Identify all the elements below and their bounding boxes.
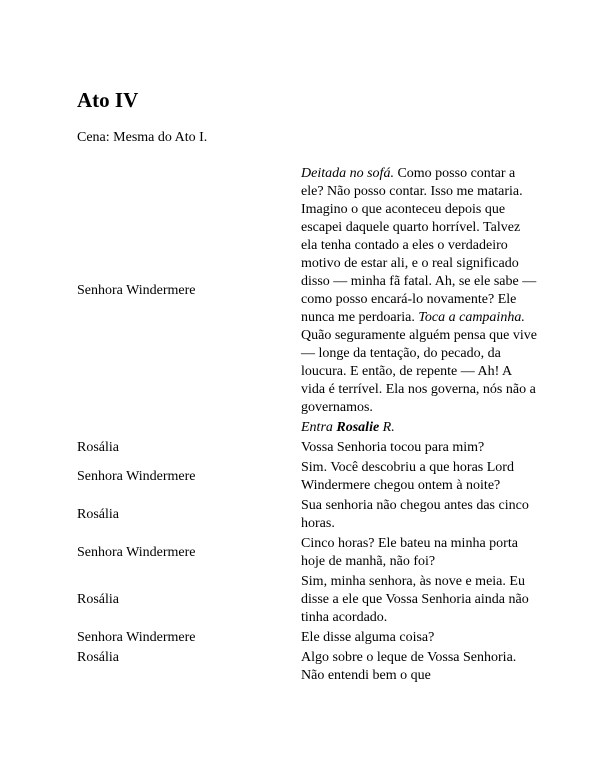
dialogue-text: Vossa Senhoria tocou para mim? — [301, 440, 485, 455]
stage-direction-text: Entra — [301, 420, 337, 435]
stage-direction-text: R. — [379, 420, 395, 435]
dialogue-line — [301, 439, 537, 459]
dialogue-body — [77, 165, 537, 687]
dialogue-line — [301, 165, 537, 419]
dialogue-text: Sim. Você descobriu a que horas Lord Windermere chegou ontem à noite? — [301, 460, 514, 493]
dialogue-row — [77, 165, 537, 419]
dialogue-text: Sim, minha senhora, às nove e meia. Eu disse a ele que Vossa Senhoria ainda não tinha acordado. — [301, 574, 529, 625]
speaker-name: Rosália — [77, 650, 119, 665]
stage-direction-row — [77, 419, 537, 439]
speaker-name: Senhora Windermere — [77, 545, 196, 560]
dialogue-row — [77, 439, 537, 459]
dialogue-line — [301, 573, 537, 629]
stage-direction-text: Toca a campainha. — [418, 310, 525, 325]
dialogue-row — [77, 573, 537, 629]
stage-direction — [301, 419, 537, 439]
dialogue-line — [301, 459, 537, 497]
act-title: Ato IV — [77, 88, 139, 112]
dialogue-line — [301, 497, 537, 535]
dialogue-text: Como posso contar a ele? Não posso contar. Isso me mataria. Imagino o que aconteceu depois que escapei daquele quarto horrível. Talvez ela tenha contado a eles o verdadeiro motivo de estar ali, e o real significado disso — minha fã fatal. Ah, se ele sabe — como posso encará-lo novamente? Ele nunca me perdoaria. — [301, 166, 537, 325]
dialogue-row — [77, 497, 537, 535]
speaker-name — [77, 419, 301, 439]
dialogue-row — [77, 629, 537, 649]
dialogue-row — [77, 459, 537, 497]
scene-description: Cena: Mesma do Ato I. — [77, 130, 208, 145]
dialogue-text: Cinco horas? Ele bateu na minha porta hoje de manhã, não foi? — [301, 536, 518, 569]
dialogue-row — [77, 649, 537, 687]
speaker-name: Senhora Windermere — [77, 283, 196, 298]
dialogue-line — [301, 535, 537, 573]
dialogue-text: Quão seguramente alguém pensa que vive — longe da tentação, do pecado, da loucura. E então, de repente — Ah! A vida é terrível. Ela nos governa, nós não a governamos. — [301, 328, 537, 415]
dialogue-text: Ele disse alguma coisa? — [301, 630, 435, 645]
stage-direction-text: Deitada no sofá. — [301, 166, 394, 181]
dialogue-line — [301, 649, 537, 687]
stage-direction-text: Rosalie — [336, 420, 380, 435]
dialogue-text: Algo sobre o leque de Vossa Senhoria. Não entendi bem o que — [301, 650, 517, 683]
dialogue-text: Sua senhoria não chegou antes das cinco horas. — [301, 498, 529, 531]
dialogue-row — [77, 535, 537, 573]
dialogue-line — [301, 629, 537, 649]
speaker-name: Rosália — [77, 507, 119, 522]
speaker-name: Rosália — [77, 592, 119, 607]
speaker-name: Senhora Windermere — [77, 630, 196, 645]
speaker-name: Senhora Windermere — [77, 469, 196, 484]
speaker-name: Rosália — [77, 440, 119, 455]
dialogue-table — [77, 165, 537, 687]
